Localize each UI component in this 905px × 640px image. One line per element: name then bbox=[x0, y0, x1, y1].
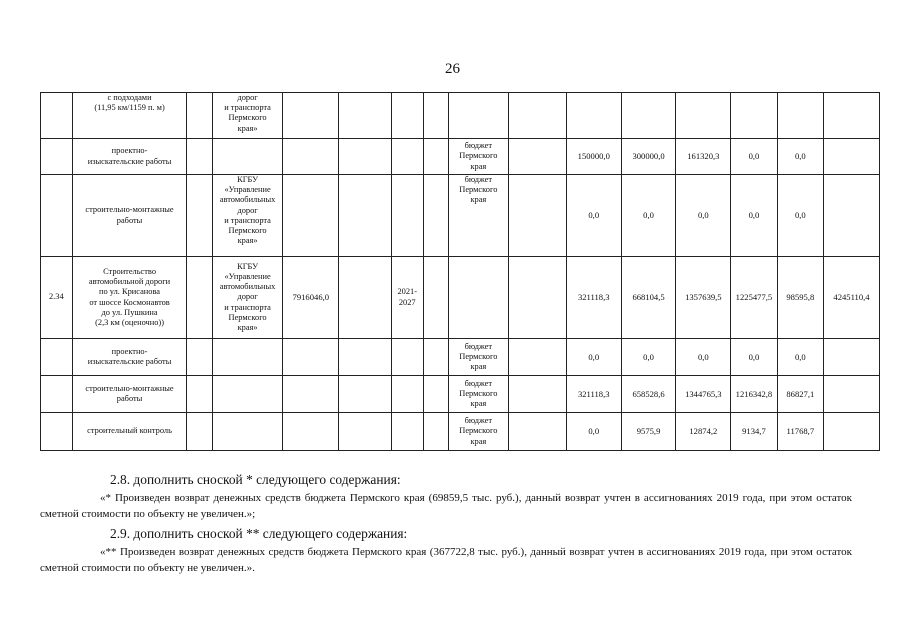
cell-value: 321118,3 bbox=[566, 257, 621, 339]
footnotes bbox=[40, 470, 852, 578]
cell-source: бюджет Пермского края bbox=[448, 339, 508, 376]
cell-period bbox=[391, 93, 423, 139]
cell-value: 9134,7 bbox=[731, 413, 777, 451]
cell-blank bbox=[339, 257, 392, 339]
cell-value: 0,0 bbox=[777, 175, 823, 257]
cell-value: 300000,0 bbox=[621, 139, 676, 175]
cell-blank bbox=[339, 376, 392, 413]
cell-source: бюджет Пермского края bbox=[448, 413, 508, 451]
table-row bbox=[41, 257, 880, 339]
cell-period bbox=[391, 175, 423, 257]
cell-value: 11768,7 bbox=[777, 413, 823, 451]
cell-blank bbox=[187, 376, 212, 413]
cell-value bbox=[676, 93, 731, 139]
cell-source: бюджет Пермского края bbox=[448, 175, 508, 257]
table-row bbox=[41, 376, 880, 413]
cell-blank bbox=[508, 93, 566, 139]
cell-blank bbox=[508, 175, 566, 257]
cell-blank bbox=[508, 257, 566, 339]
cell-value bbox=[731, 93, 777, 139]
cell-value: 658528,6 bbox=[621, 376, 676, 413]
cell-total bbox=[824, 339, 880, 376]
cell-blank bbox=[339, 93, 392, 139]
cell-value: 1216342,8 bbox=[731, 376, 777, 413]
cell-value: 1357639,5 bbox=[676, 257, 731, 339]
cell-cost bbox=[283, 339, 339, 376]
cell-value: 0,0 bbox=[731, 175, 777, 257]
table-row bbox=[41, 93, 880, 139]
cell-name: с подходами (11,95 км/1159 п. м) bbox=[72, 93, 187, 139]
cell-value: 9575,9 bbox=[621, 413, 676, 451]
cell-value: 0,0 bbox=[566, 339, 621, 376]
cell-value: 0,0 bbox=[676, 175, 731, 257]
cell-name: строительно-монтажные работы bbox=[72, 376, 187, 413]
cell-value bbox=[621, 93, 676, 139]
table-row bbox=[41, 413, 880, 451]
cell-period bbox=[391, 376, 423, 413]
cell-value: 0,0 bbox=[621, 339, 676, 376]
cell-value: 668104,5 bbox=[621, 257, 676, 339]
cell-value: 150000,0 bbox=[566, 139, 621, 175]
cell-value: 12874,2 bbox=[676, 413, 731, 451]
cell-value: 0,0 bbox=[731, 339, 777, 376]
cell-source bbox=[448, 93, 508, 139]
cell-total bbox=[824, 413, 880, 451]
cell-value: 0,0 bbox=[676, 339, 731, 376]
cell-cost: 7916046,0 bbox=[283, 257, 339, 339]
cell-name: проектно- изыскательские работы bbox=[72, 339, 187, 376]
cell-blank bbox=[508, 376, 566, 413]
cell-executor: дорог и транспорта Пермского края» bbox=[212, 93, 283, 139]
cell-blank bbox=[423, 339, 448, 376]
cell-name: строительный контроль bbox=[72, 413, 187, 451]
cell-number bbox=[41, 339, 73, 376]
footnote-text-2: «** Произведен возврат денежных средств бюджета Пермского края (367722,8 тыс. руб.), данный возврат учтен в ассигнованиях 2019 года, при этом остаток сметной стоимости по объекту не увеличен.». bbox=[40, 546, 852, 574]
cell-blank bbox=[339, 139, 392, 175]
cell-blank bbox=[339, 175, 392, 257]
cell-period bbox=[391, 413, 423, 451]
cell-cost bbox=[283, 376, 339, 413]
cell-blank bbox=[508, 339, 566, 376]
cell-value: 0,0 bbox=[566, 413, 621, 451]
cell-number bbox=[41, 93, 73, 139]
footnote-text-1: «* Произведен возврат денежных средств бюджета Пермского края (69859,5 тыс. руб.), данный возврат учтен в ассигнованиях 2019 года, при этом остаток сметной стоимости по объекту не увеличен.»; bbox=[40, 492, 852, 520]
cell-cost bbox=[283, 93, 339, 139]
cell-executor bbox=[212, 376, 283, 413]
cell-cost bbox=[283, 175, 339, 257]
cell-blank bbox=[339, 339, 392, 376]
cell-value: 0,0 bbox=[777, 139, 823, 175]
cell-cost bbox=[283, 413, 339, 451]
cell-name: строительно-монтажные работы bbox=[72, 175, 187, 257]
cell-blank bbox=[423, 257, 448, 339]
cell-source bbox=[448, 257, 508, 339]
cell-name: Строительство автомобильной дороги по ул. Крисанова от шоссе Космонавтов до ул. Пушкина (2,3 км (оценочно)) bbox=[72, 257, 187, 339]
cell-blank bbox=[187, 339, 212, 376]
cell-blank bbox=[423, 413, 448, 451]
cell-blank bbox=[187, 139, 212, 175]
cell-value: 86827,1 bbox=[777, 376, 823, 413]
cell-value: 321118,3 bbox=[566, 376, 621, 413]
cell-value: 1344765,3 bbox=[676, 376, 731, 413]
cell-number: 2.34 bbox=[41, 257, 73, 339]
cell-blank bbox=[423, 175, 448, 257]
cell-blank bbox=[187, 413, 212, 451]
cell-number bbox=[41, 139, 73, 175]
cell-executor bbox=[212, 139, 283, 175]
cell-value: 0,0 bbox=[731, 139, 777, 175]
cell-executor: КГБУ «Управление автомобильных дорог и транспорта Пермского края» bbox=[212, 175, 283, 257]
cell-executor: КГБУ «Управление автомобильных дорог и транспорта Пермского края» bbox=[212, 257, 283, 339]
footnote-heading-2: 2.9. дополнить сноской ** следующего содержания: bbox=[110, 526, 408, 541]
cell-cost bbox=[283, 139, 339, 175]
cell-blank bbox=[508, 139, 566, 175]
cell-number bbox=[41, 376, 73, 413]
budget-table bbox=[40, 92, 880, 451]
cell-period: 2021- 2027 bbox=[391, 257, 423, 339]
table-row bbox=[41, 175, 880, 257]
cell-number bbox=[41, 413, 73, 451]
cell-value: 0,0 bbox=[621, 175, 676, 257]
cell-value bbox=[777, 93, 823, 139]
cell-name: проектно- изыскательские работы bbox=[72, 139, 187, 175]
cell-value: 161320,3 bbox=[676, 139, 731, 175]
cell-executor bbox=[212, 339, 283, 376]
footnote-heading-1: 2.8. дополнить сноской * следующего содержания: bbox=[110, 472, 401, 487]
cell-total bbox=[824, 175, 880, 257]
cell-value bbox=[566, 93, 621, 139]
cell-period bbox=[391, 339, 423, 376]
cell-total: 4245110,4 bbox=[824, 257, 880, 339]
cell-total bbox=[824, 93, 880, 139]
table-row bbox=[41, 339, 880, 376]
cell-blank bbox=[423, 376, 448, 413]
cell-total bbox=[824, 139, 880, 175]
cell-value: 98595,8 bbox=[777, 257, 823, 339]
cell-blank bbox=[423, 93, 448, 139]
cell-period bbox=[391, 139, 423, 175]
cell-value: 0,0 bbox=[566, 175, 621, 257]
cell-value: 0,0 bbox=[777, 339, 823, 376]
cell-total bbox=[824, 376, 880, 413]
page-number: 26 bbox=[445, 61, 460, 77]
cell-blank bbox=[187, 93, 212, 139]
cell-executor bbox=[212, 413, 283, 451]
cell-value: 1225477,5 bbox=[731, 257, 777, 339]
cell-source: бюджет Пермского края bbox=[448, 376, 508, 413]
cell-blank bbox=[187, 257, 212, 339]
cell-blank bbox=[187, 175, 212, 257]
cell-number bbox=[41, 175, 73, 257]
table-row bbox=[41, 139, 880, 175]
cell-blank bbox=[423, 139, 448, 175]
cell-source: бюджет Пермского края bbox=[448, 139, 508, 175]
cell-blank bbox=[339, 413, 392, 451]
cell-blank bbox=[508, 413, 566, 451]
